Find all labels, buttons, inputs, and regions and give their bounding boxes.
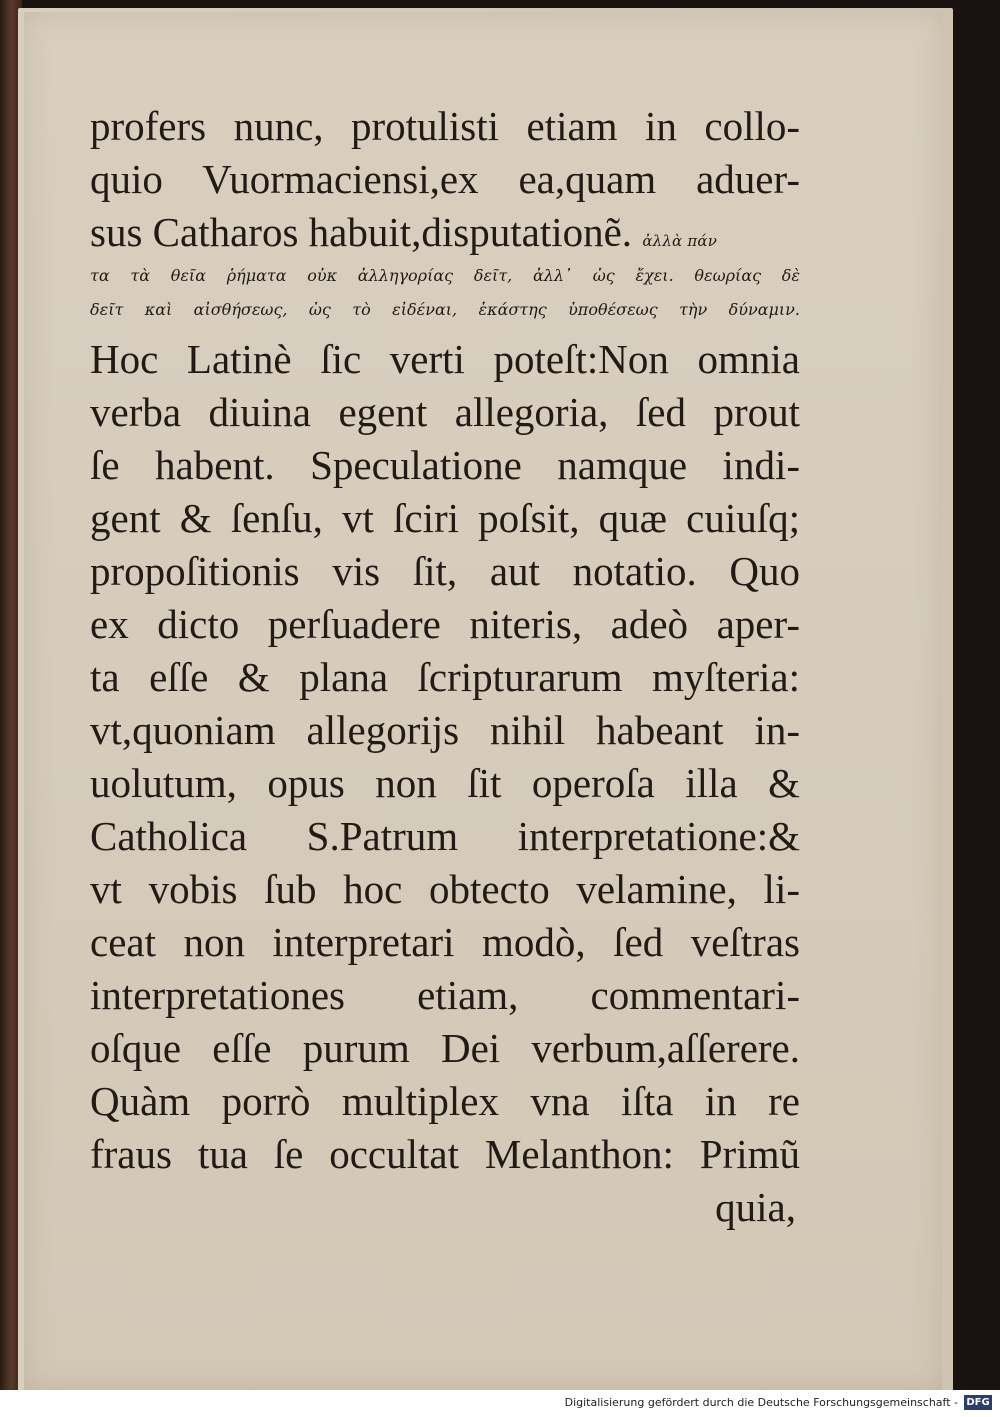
footer-bar <box>0 1390 1000 1417</box>
latin-text: sus Catharos habuit,disputationẽ. <box>90 209 633 255</box>
text-line-mixed <box>90 206 800 259</box>
text-line: gent & ſenſu, vt ſciri poſsit, quæ cuiuſq; <box>90 495 800 541</box>
greek-line: τα τὰ θεῖα ῥήματα οὐκ ἀλληγορίας δεῖτ, ἀλλ᾽ ὡς ἔχει. θεωρίας δὲ <box>90 266 800 285</box>
text-line: ceat non interpretari modò, ſed veſtras <box>90 919 800 965</box>
text-line: verba diuina egent allegoria, ſed prout <box>90 389 800 435</box>
text-line: vt,quoniam allegorijs nihil habeant in- <box>90 707 800 753</box>
text-line: propoſitionis vis ſit, aut notatio. Quo <box>90 548 800 594</box>
text-line: uolutum, opus non ſit operoſa illa & <box>90 760 800 806</box>
greek-line: δεῖτ καὶ αἰσθήσεως, ὡς τὸ εἰδέναι, ἑκάστης ὑποθέσεως τὴν δύναμιν. <box>90 300 800 319</box>
catchword: quia, <box>715 1184 796 1230</box>
dfg-logo: DFG <box>964 1395 992 1410</box>
book-page <box>24 12 942 1390</box>
text-line: fraus tua ſe occultat Melanthon: Primũ <box>90 1131 800 1177</box>
text-line: ta eſſe & plana ſcripturarum myſteria: <box>90 654 800 700</box>
text-line: vt vobis ſub hoc obtecto velamine, li- <box>90 866 800 912</box>
text-line: Catholica S.Patrum interpretatione:& <box>90 813 800 859</box>
greek-text: ἀλλὰ πάν <box>642 232 718 250</box>
text-line: quio Vuormaciensi,ex ea,quam aduer- <box>90 156 800 202</box>
text-line: Quàm porrò multiplex vna iſta in re <box>90 1078 800 1124</box>
text-line: ſe habent. Speculatione namque indi- <box>90 442 800 488</box>
text-line: interpretationes etiam, commentari- <box>90 972 800 1018</box>
page-text <box>90 100 800 1234</box>
text-line: oſque eſſe purum Dei verbum,aſſerere. <box>90 1025 800 1071</box>
text-line: profers nunc, protulisti etiam in collo- <box>90 103 800 149</box>
text-line: Hoc Latinè ſic verti poteſt:Non omnia <box>90 336 800 382</box>
funding-credit: Digitalisierung gefördert durch die Deutsche Forschungsgemeinschaft - <box>564 1396 958 1409</box>
text-line: ex dicto perſuadere niteris, adeò aper- <box>90 601 800 647</box>
